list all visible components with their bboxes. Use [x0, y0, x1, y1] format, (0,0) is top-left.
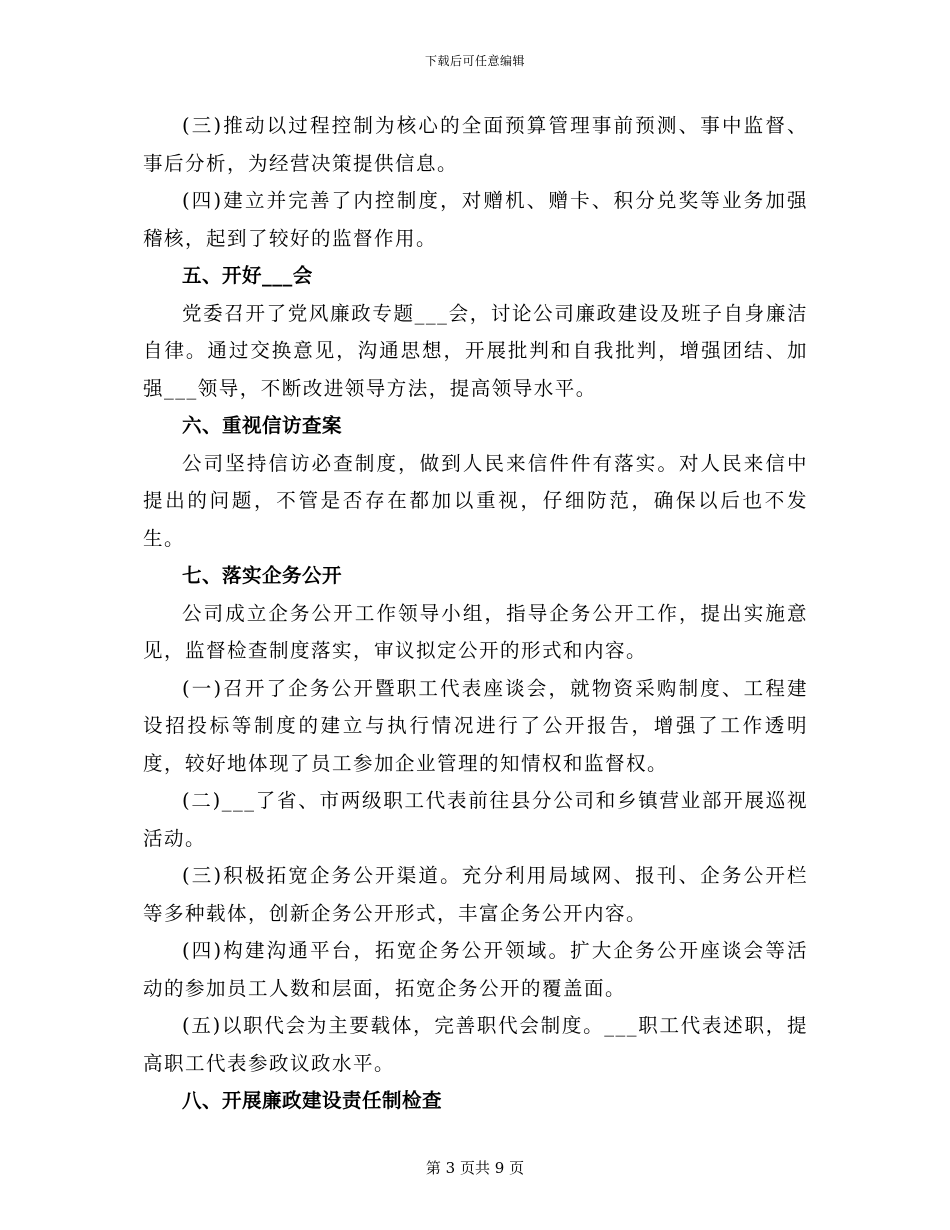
paragraph: (一)召开了企务公开暨职工代表座谈会，就物资采购制度、工程建设招投标等制度的建立与执行情况进行了公开报告，增强了工作透明度，较好地体现了员工参加企业管理的知情权和监督权。: [143, 676, 808, 775]
page-header: 下载后可任意编辑: [424, 54, 525, 68]
document-body: [143, 107, 808, 1120]
paragraph: (三)推动以过程控制为核心的全面预算管理事前预测、事中监督、事后分析，为经营决策提供信息。: [143, 114, 808, 175]
paragraph: 公司坚持信访必查制度，做到人民来信件件有落实。对人民来信中提出的问题，不管是否存在都加以重视，仔细防范，确保以后也不发生。: [143, 451, 808, 550]
paragraph: (五)以职代会为主要载体，完善职代会制度。___职工代表述职，提高职工代表参政议政水平。: [143, 1014, 808, 1075]
section-heading: 五、开好___会: [182, 264, 313, 287]
paragraph: 党委召开了党风廉政专题___会，讨论公司廉政建设及班子自身廉洁自律。通过交换意见，沟通思想，开展批判和自我批判，增强团结、加强___领导，不断改进领导方法，提高领导水平。: [143, 301, 808, 400]
section-heading: 六、重视信访查案: [182, 414, 343, 437]
paragraph: (三)积极拓宽企务公开渠道。充分利用局域网、报刊、企务公开栏等多种载体，创新企务公开形式，丰富企务公开内容。: [143, 864, 808, 925]
paragraph: 公司成立企务公开工作领导小组，指导企务公开工作，提出实施意见，监督检查制度落实，审议拟定公开的形式和内容。: [143, 601, 808, 662]
paragraph: (二)___了省、市两级职工代表前往县分公司和乡镇营业部开展巡视活动。: [143, 789, 808, 850]
section-heading: 七、落实企务公开: [182, 564, 343, 587]
paragraph: (四)构建沟通平台，拓宽企务公开领域。扩大企务公开座谈会等活动的参加员工人数和层面，拓宽企务公开的覆盖面。: [143, 939, 808, 1000]
paragraph: (四)建立并完善了内控制度，对赠机、赠卡、积分兑奖等业务加强稽核，起到了较好的监督作用。: [143, 189, 808, 250]
section-heading: 八、开展廉政建设责任制检查: [182, 1089, 443, 1112]
page-number: 第 3 页共 9 页: [425, 1159, 525, 1177]
